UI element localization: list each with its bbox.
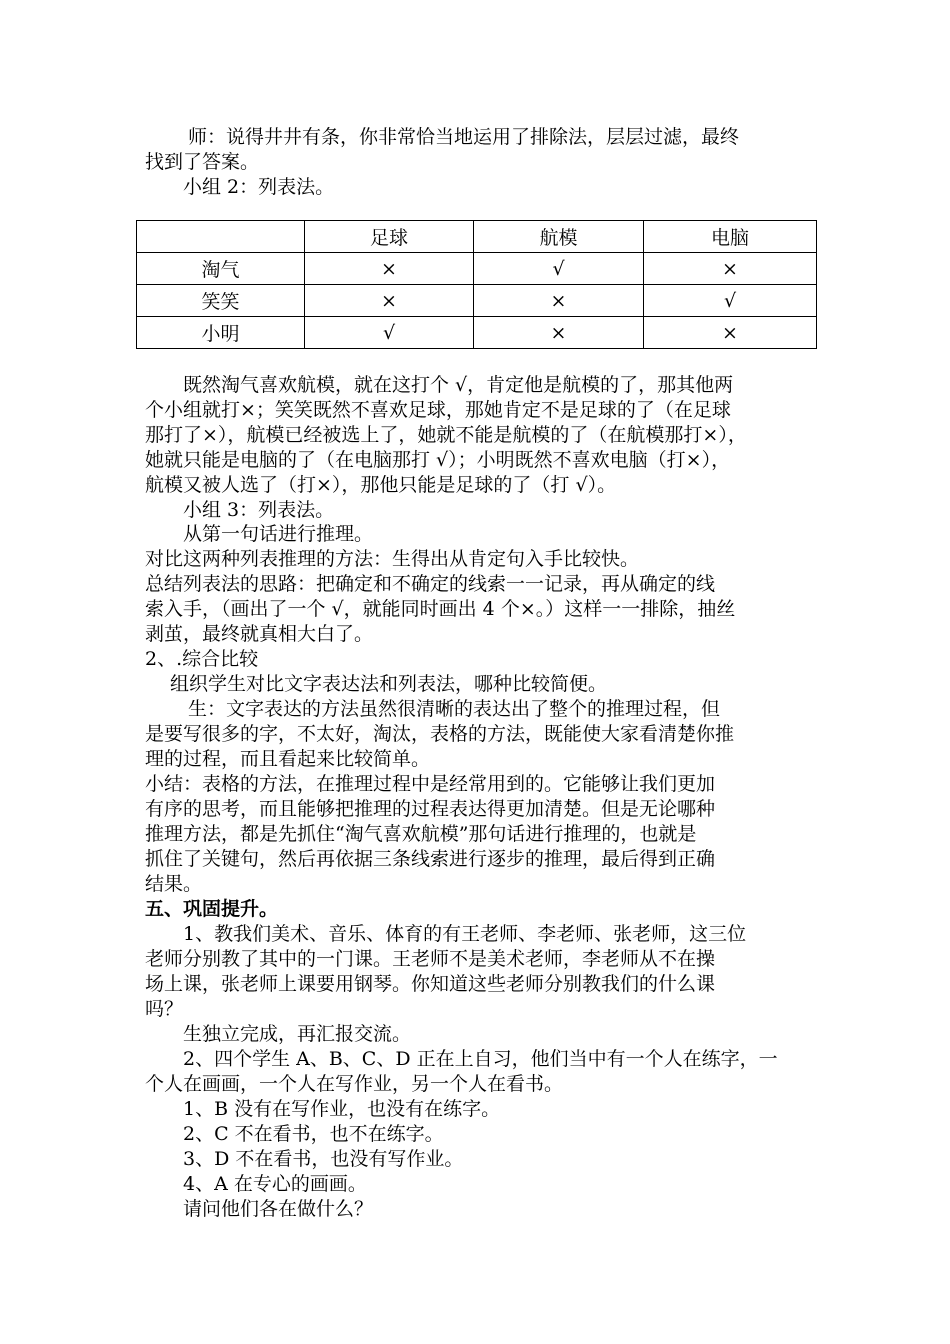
paragraph-line: 师：说得井井有条，你非常恰当地运用了排除法，层层过滤，最终: [188, 126, 740, 148]
paragraph-line: 场上课，张老师上课要用钢琴。你知道这些老师分别教我们的什么课: [145, 973, 716, 995]
paragraph-line: 抓住了关键句，然后再依据三条线索进行逐步的推理，最后得到正确: [145, 848, 716, 870]
table-header-row: [137, 221, 817, 253]
paragraph-line: 那打了×），航模已经被选上了，她就不能是航模的了（在航模那打×），: [145, 424, 747, 446]
table-cell: ×: [305, 253, 474, 285]
question-line: 请问他们各在做什么？: [183, 1198, 374, 1220]
table-header-cell: 航模: [474, 221, 644, 253]
group3-label: 小组 3：列表法。: [183, 499, 335, 521]
paragraph-line: 个人在画画，一个人在写作业，另一个人在看书。: [145, 1073, 564, 1095]
table-cell: √: [305, 317, 474, 349]
clue-line: 2、C 不在看书，也不在练字。: [183, 1123, 444, 1145]
paragraph-line: 2、四个学生 A、B、C、D 正在上自习，他们当中有一个人在练字，一: [183, 1048, 778, 1070]
paragraph-line: 推理方法，都是先抓住“淘气喜欢航模”那句话进行推理的，也就是: [145, 823, 697, 845]
section-heading: 2、.综合比较: [145, 648, 259, 670]
table-row: [137, 285, 817, 317]
paragraph-line: 剥茧，最终就真相大白了。: [145, 623, 374, 645]
table-cell: ×: [474, 317, 644, 349]
table-header-cell: [137, 221, 305, 253]
paragraph-line: 从第一句话进行推理。: [183, 523, 374, 545]
paragraph-line: 既然淘气喜欢航模，就在这打个 √，肯定他是航模的了，那其他两: [183, 374, 734, 396]
table-cell: ×: [305, 285, 474, 317]
table-cell: ×: [474, 285, 644, 317]
clue-line: 1、B 没有在写作业，也没有在练字。: [183, 1098, 501, 1120]
paragraph-line: 生：文字表达的方法虽然很清晰的表达出了整个的推理过程，但: [188, 698, 721, 720]
table-row-label: 笑笑: [137, 285, 305, 317]
table-header-cell: 足球: [305, 221, 474, 253]
table-row: [137, 317, 817, 349]
table-cell: ×: [644, 253, 817, 285]
paragraph-line: 组织学生对比文字表达法和列表法，哪种比较简便。: [170, 673, 608, 695]
paragraph-line: 索入手，（画出了一个 √，就能同时画出 4 个×。）这样一一排除，抽丝: [145, 598, 736, 620]
section-heading: 五、巩固提升。: [145, 898, 279, 920]
paragraph-line: 找到了答案。: [145, 151, 260, 173]
paragraph-line: 个小组就打×；笑笑既然不喜欢足球，那她肯定不是足球的了（在足球: [145, 399, 731, 421]
table-row-label: 小明: [137, 317, 305, 349]
table-cell: √: [474, 253, 644, 285]
paragraph-line: 老师分别教了其中的一门课。王老师不是美术老师，李老师从不在操: [145, 948, 716, 970]
paragraph-line: 结果。: [145, 873, 203, 895]
clue-line: 3、D 不在看书，也没有写作业。: [183, 1148, 464, 1170]
table-header-cell: 电脑: [644, 221, 817, 253]
paragraph-line: 吗？: [145, 998, 184, 1020]
paragraph-line: 小结：表格的方法，在推理过程中是经常用到的。它能够让我们更加: [145, 773, 716, 795]
paragraph-line: 有序的思考，而且能够把推理的过程表达得更加清楚。但是无论哪种: [145, 798, 716, 820]
paragraph-line: 航模又被人选了（打×），那他只能是足球的了（打 √）。: [145, 474, 617, 496]
paragraph-line: 理的过程，而且看起来比较简单。: [145, 748, 431, 770]
paragraph-line: 她就只能是电脑的了（在电脑那打 √）；小明既然不喜欢电脑（打×），: [145, 449, 731, 471]
table-cell: √: [644, 285, 817, 317]
paragraph-line: 对比这两种列表推理的方法：生得出从肯定句入手比较快。: [145, 548, 640, 570]
paragraph-line: 1、教我们美术、音乐、体育的有王老师、李老师、张老师，这三位: [183, 923, 747, 945]
reasoning-table: [136, 220, 817, 349]
table-row-label: 淘气: [137, 253, 305, 285]
group2-label: 小组 2：列表法。: [183, 176, 335, 198]
paragraph-line: 是要写很多的字，不太好，淘汰，表格的方法，既能使大家看清楚你推: [145, 723, 735, 745]
paragraph-line: 总结列表法的思路：把确定和不确定的线索一一记录，再从确定的线: [145, 573, 716, 595]
table-cell: ×: [644, 317, 817, 349]
paragraph-line: 生独立完成，再汇报交流。: [183, 1023, 412, 1045]
clue-line: 4、A 在专心的画画。: [183, 1173, 367, 1195]
table-row: [137, 253, 817, 285]
